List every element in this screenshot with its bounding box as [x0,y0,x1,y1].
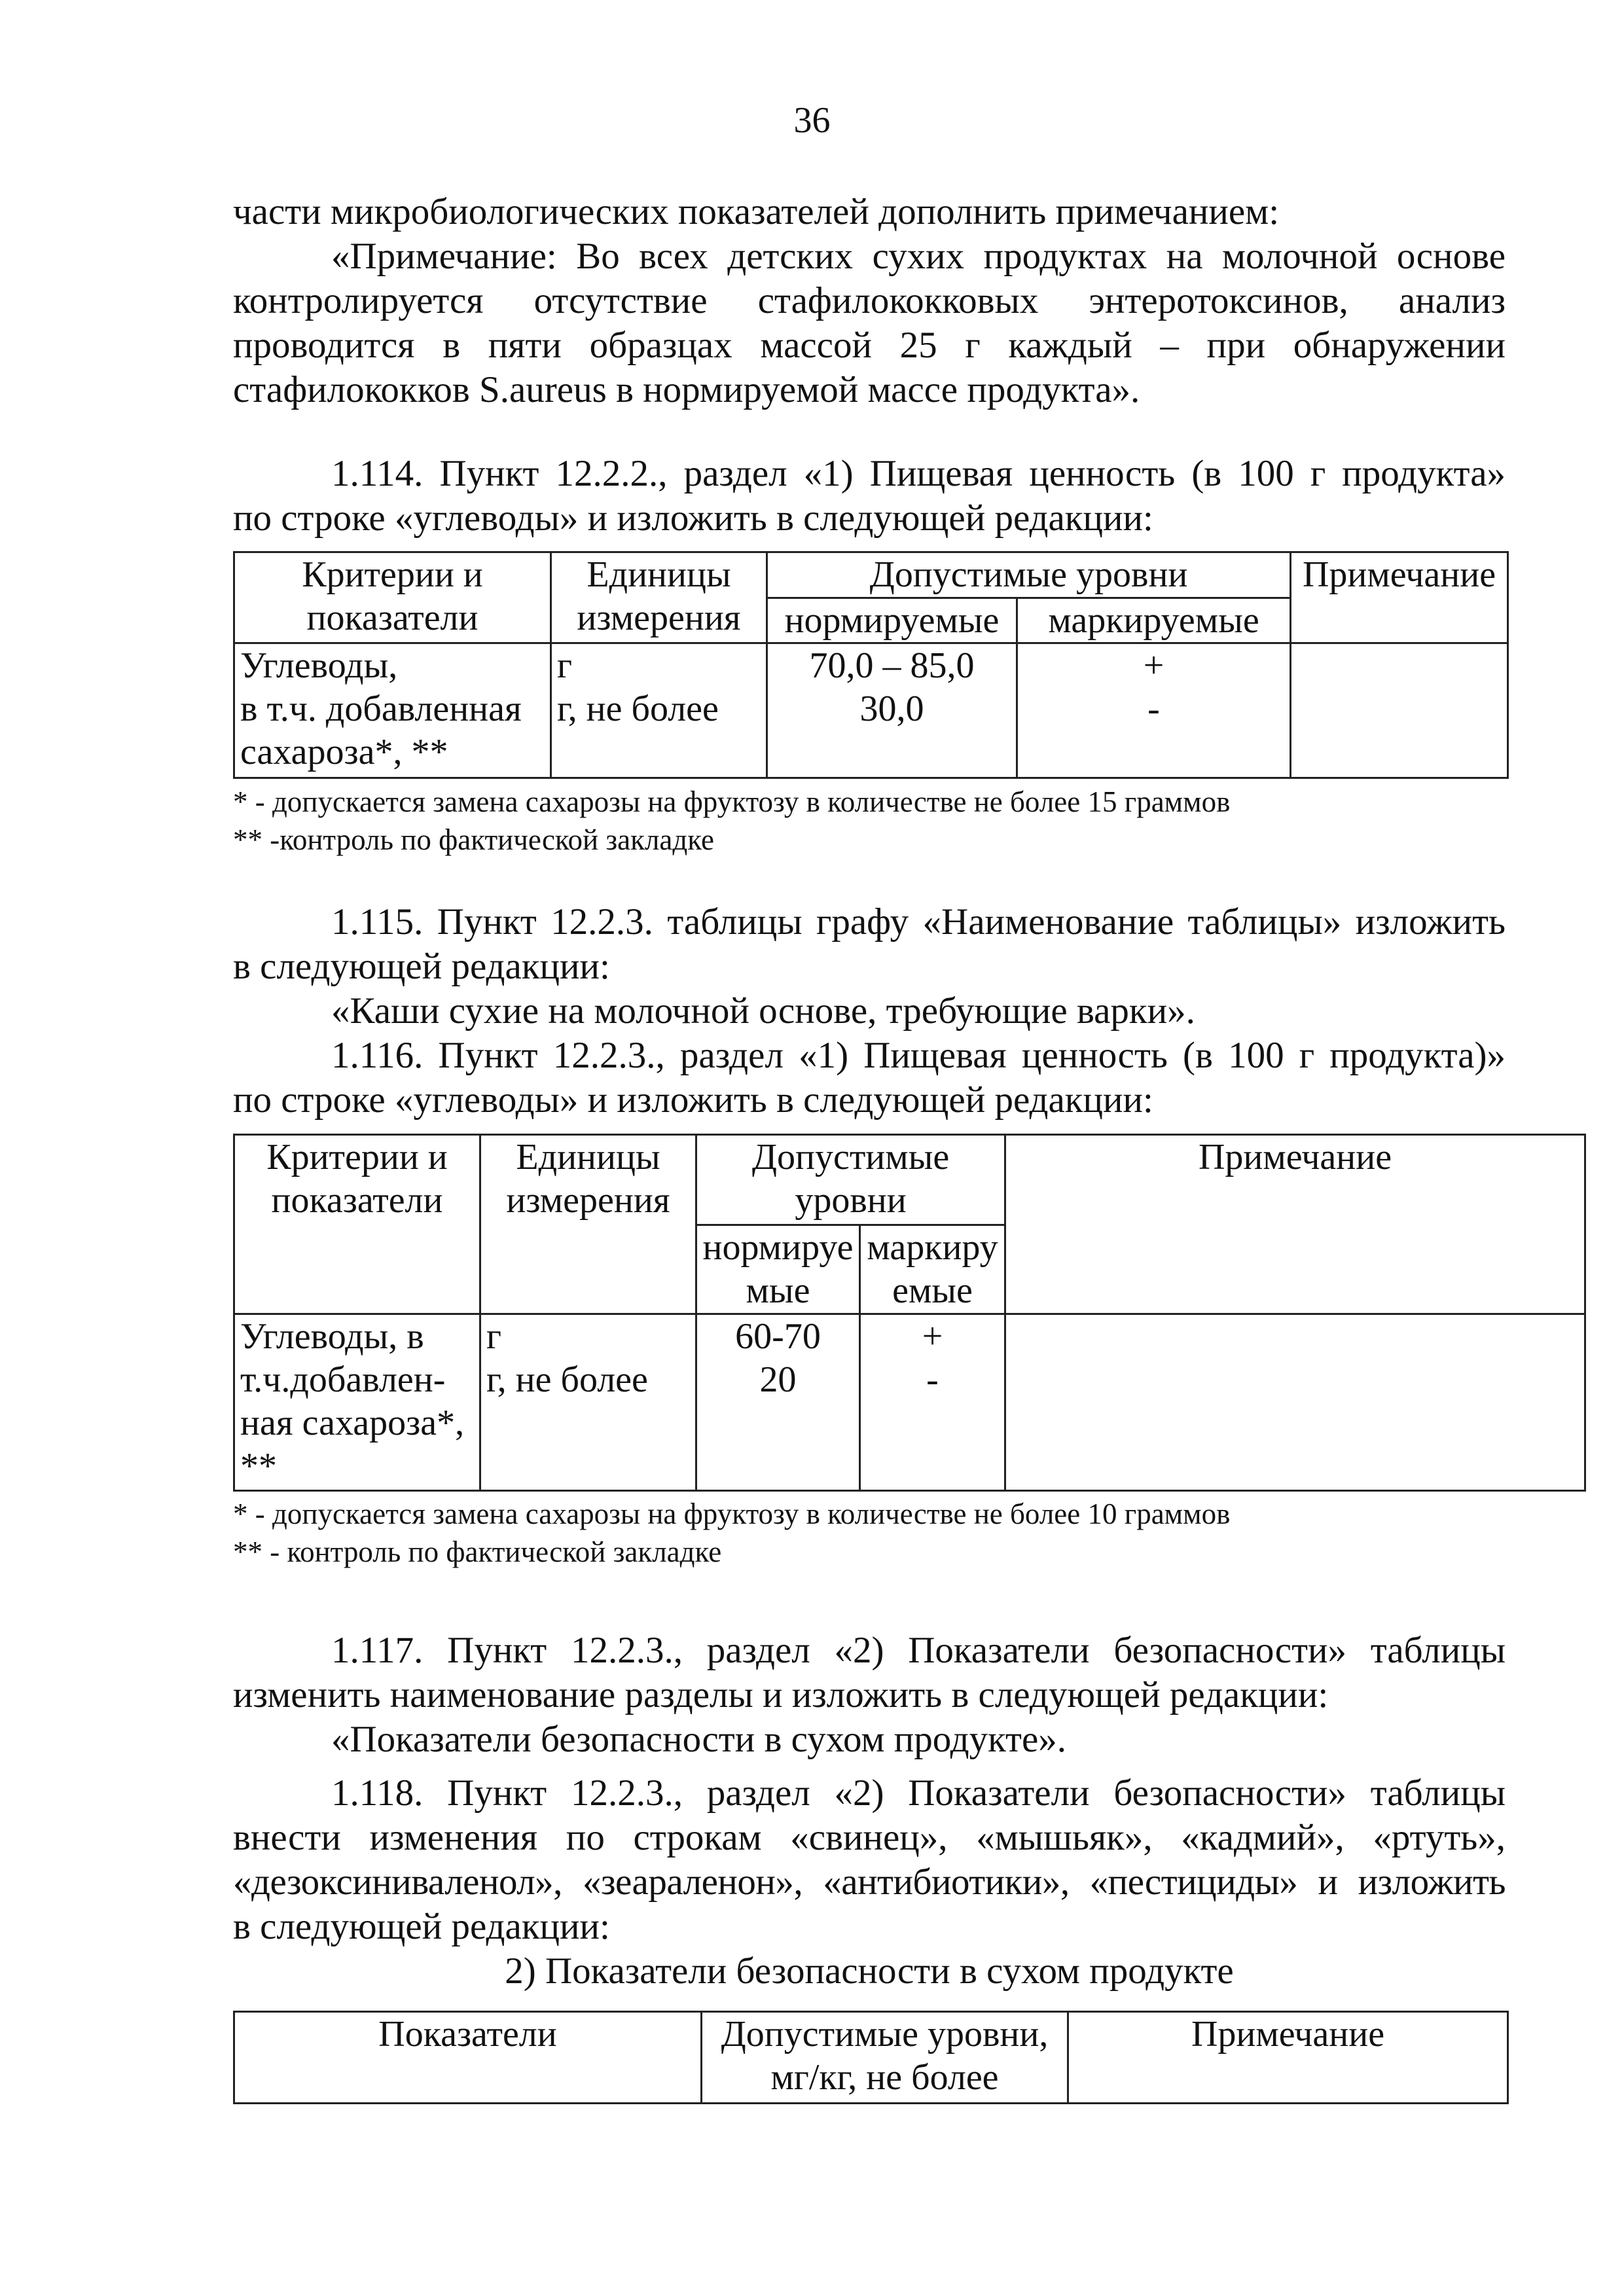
safety-indicators-table [233,2011,1509,2104]
intro-paragraph [233,190,1506,412]
footnote: * - допускается замена сахарозы на фруктозу в количестве не более 10 граммов [233,1498,1231,1530]
item-1-114 [233,452,1506,541]
header-indicators: Показатели [234,2012,702,2104]
header-levels: Допустимые уровни [767,552,1291,598]
cell-labeled [860,1314,1005,1491]
cell-line: 30,0 [859,689,924,729]
footnote: * - допускается замена сахарозы на фруктозу в количестве не более 15 граммов [233,785,1231,818]
section-heading: 2) Показатели безопасности в сухом продукте [505,1950,1234,1992]
header-normalized: нормируемые [696,1225,860,1314]
header-note: Примечание [1005,1135,1585,1314]
text-line: «Примечание: Во всех детских сухих продуктах на молочной основе [331,236,1506,277]
text-line: в следующей редакции: [233,946,610,987]
cell-normalized [696,1314,860,1491]
header-note: Примечание [1291,552,1508,643]
text-line: по строке «углеводы» и изложить в следующей редакции: [233,1079,1153,1121]
cell-line: Углеводы, [240,645,398,686]
cell-units [480,1314,696,1491]
cell-normalized [767,643,1017,778]
carbohydrates-table-1 [233,551,1509,779]
cell-labeled [1017,643,1291,778]
cell-line: + [1143,645,1164,686]
text-line: 1.117. Пункт 12.2.3., раздел «2) Показатели безопасности» таблицы [331,1630,1506,1671]
cell-line: - [926,1359,939,1400]
text-line: изменить наименование разделы и изложить в следующей редакции: [233,1674,1329,1715]
cell-line: - [1147,689,1160,729]
cell-line: + [922,1316,943,1357]
header-levels: Допустимые уровни, мг/кг, не более [702,2012,1068,2104]
header-criteria: Критерии и показатели [234,552,551,643]
text-line: контролируется отсутствие стафилококковых энтеротоксинов, анализ [233,280,1506,321]
cell-criteria: Углеводы, в т.ч.добавлен-ная сахароза*, ** [234,1314,480,1491]
footnote: ** - контроль по фактической закладке [233,1535,722,1568]
text-line: по строке «углеводы» и изложить в следующей редакции: [233,497,1153,539]
text-line: «Показатели безопасности в сухом продукте». [331,1719,1066,1760]
text-line: 1.114. Пункт 12.2.2., раздел «1) Пищевая ценность (в 100 г продукта» [331,453,1506,494]
header-criteria: Критерии и показатели [234,1135,480,1314]
text-line: проводится в пяти образцах массой 25 г каждый – при обнаружении [233,325,1506,366]
page-number: 36 [793,100,831,141]
cell-line: г, не более [486,1359,648,1400]
header-units: Единицы измерения [551,552,767,643]
footnotes-table-2 [233,1495,1506,1571]
cell-line: г [557,645,572,686]
text-line: 1.116. Пункт 12.2.3., раздел «1) Пищевая ценность (в 100 г продукта)» [331,1035,1506,1076]
cell-line: сахароза*, ** [240,732,448,772]
header-normalized: нормируемые [767,598,1017,643]
header-labeled: маркируемые [1017,598,1291,643]
cell-line: 70,0 – 85,0 [809,645,975,686]
cell-note [1291,643,1508,778]
footnotes-table-1 [233,783,1506,859]
cell-note [1005,1314,1585,1491]
item-1-115 [233,900,1506,1122]
cell-line: в т.ч. добавленная [240,689,522,729]
cell-line: 60-70 [735,1316,821,1357]
cell-line: 20 [759,1359,797,1400]
text-line: «дезоксиниваленол», «зеараленон», «антибиотики», «пестициды» и изложить [233,1861,1506,1903]
header-note: Примечание [1068,2012,1508,2104]
text-line: 1.118. Пункт 12.2.3., раздел «2) Показатели безопасности» таблицы [331,1772,1506,1814]
cell-line: г [486,1316,501,1357]
footnote: ** -контроль по фактической закладке [233,823,714,856]
cell-criteria [234,643,551,778]
text-line: 1.115. Пункт 12.2.3. таблицы графу «Наименование таблицы» изложить [331,901,1506,942]
item-1-117 [233,1628,1506,1762]
text-line: внести изменения по строкам «свинец», «мышьяк», «кадмий», «ртуть», [233,1817,1506,1858]
carbohydrates-table-2 [233,1134,1586,1492]
cell-units [551,643,767,778]
header-levels: Допустимые уровни [696,1135,1005,1225]
cell-line: г, не более [557,689,719,729]
header-units: Единицы измерения [480,1135,696,1314]
text-line: части микробиологических показателей дополнить примечанием: [233,191,1280,232]
text-line: стафилококков S.aureus в нормируемой массе продукта». [233,369,1140,410]
text-line: «Каши сухие на молочной основе, требующие варки». [331,990,1195,1031]
header-labeled: маркируемые [860,1225,1005,1314]
text-line: в следующей редакции: [233,1906,610,1947]
item-1-118 [233,1771,1506,1994]
